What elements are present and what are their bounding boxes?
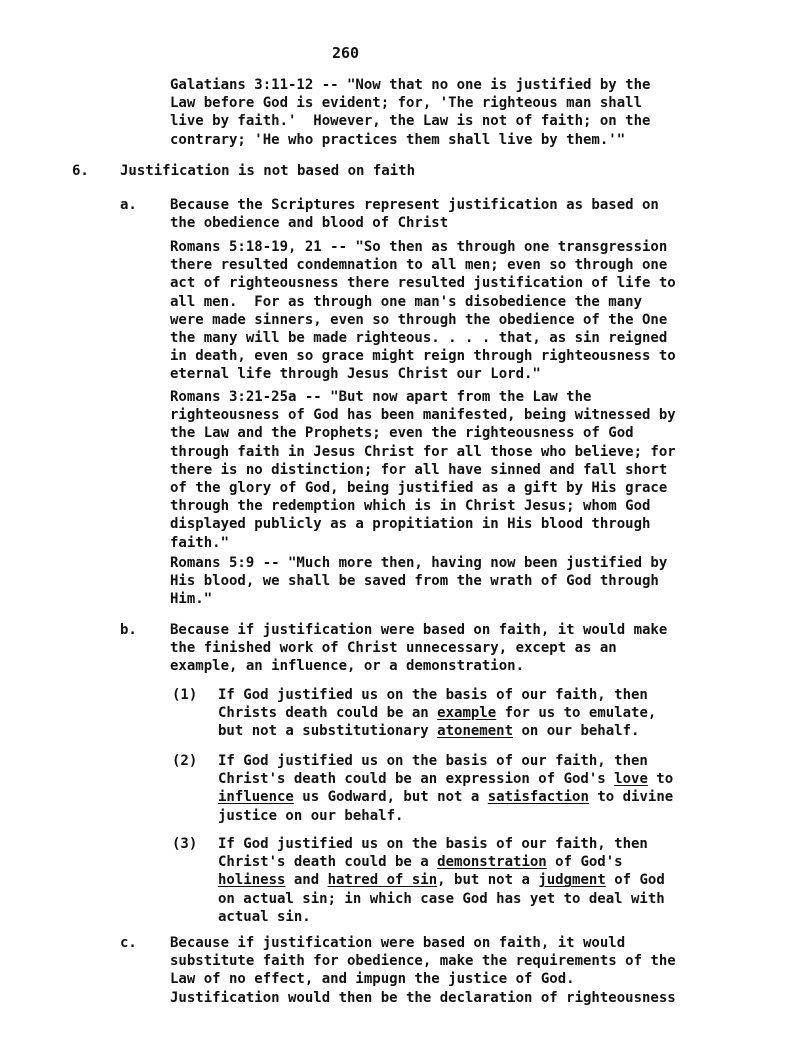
- text-line: all men. For as through one man's disobedience the many: [170, 293, 643, 310]
- text-line: the finished work of Christ unnecessary, except as an: [170, 640, 617, 657]
- text-line: Justification would then be the declaration of righteousness: [170, 989, 676, 1006]
- text-line: live by faith.' However, the Law is not of faith; on the: [170, 113, 651, 130]
- sub-2-marker: (2): [172, 753, 198, 769]
- underlined-term: atonement: [437, 723, 514, 740]
- underlined-term: love: [614, 771, 648, 788]
- text-line: the obedience and blood of Christ: [170, 215, 449, 232]
- text-line: [218, 704, 656, 722]
- text-segment: on our behalf.: [513, 723, 640, 740]
- text-line: [218, 770, 673, 788]
- text-line: through the redemption which is in Christ Jesus; whom God: [170, 498, 651, 515]
- underlined-term: demonstration: [437, 854, 547, 871]
- text-line: Galatians 3:11-12 -- "Now that no one is justified by the: [170, 77, 651, 93]
- text-segment: of God: [605, 872, 665, 889]
- text-segment: to divine: [588, 789, 674, 806]
- text-segment: to: [647, 771, 674, 788]
- text-line: Him.": [170, 591, 213, 608]
- sub-1-marker: (1): [172, 687, 198, 703]
- text-line: there is no distinction; for all have sinned and fall short: [170, 461, 668, 478]
- romans-5-18-quote: [170, 238, 676, 384]
- text-line: If God justified us on the basis of our faith, then: [218, 687, 648, 703]
- point-a-text: [170, 196, 659, 232]
- text-line: on actual sin; in which case God has yet to deal with: [218, 890, 665, 907]
- sub-2-text: [218, 752, 673, 825]
- text-line: Because the Scriptures represent justification as based on: [170, 197, 659, 213]
- text-segment: but not a substitutionary: [218, 723, 438, 740]
- text-segment: Christs death could be an: [218, 705, 438, 722]
- page-number: 260: [332, 44, 360, 62]
- text-line: Romans 5:18-19, 21 -- "So then as through one transgression: [170, 239, 668, 255]
- text-segment: us Godward, but not a: [293, 789, 488, 806]
- text-line: faith.": [170, 534, 230, 551]
- romans-3-21-quote: [170, 388, 676, 552]
- text-line: [218, 871, 665, 889]
- point-a-marker: a.: [120, 197, 137, 213]
- section-heading: [120, 162, 415, 180]
- text-line: Romans 3:21-25a -- "But now apart from the Law the: [170, 389, 592, 405]
- text-segment: for us to emulate,: [496, 705, 657, 722]
- underlined-term: example: [437, 705, 497, 722]
- text-line: Because if justification were based on faith, it would make: [170, 622, 668, 638]
- point-c-marker: c.: [120, 935, 137, 951]
- point-b-text: [170, 621, 667, 676]
- text-line: If God justified us on the basis of our faith, then: [218, 836, 648, 852]
- text-line: contrary; 'He who practices them shall live by them.'": [170, 131, 626, 148]
- text-segment: Christ's death could be a: [218, 854, 438, 871]
- text-segment: of God's: [546, 854, 623, 871]
- text-segment: and: [285, 872, 328, 889]
- text-line: Romans 5:9 -- "Much more then, having now been justified by: [170, 555, 668, 571]
- text-line: eternal life through Jesus Christ our Lord.": [170, 366, 541, 383]
- text-line: the many will be made righteous. . . . that, as sin reigned: [170, 329, 668, 346]
- text-line: justice on our behalf.: [218, 807, 404, 824]
- sub-3-text: [218, 835, 665, 926]
- point-c-text: [170, 934, 676, 1007]
- text-line: [218, 722, 656, 740]
- galatians-quote: [170, 76, 650, 149]
- text-line: example, an influence, or a demonstration.: [170, 658, 525, 675]
- text-line: His blood, we shall be saved from the wrath of God through: [170, 573, 659, 590]
- text-line: Law before God is evident; for, 'The righteous man shall: [170, 95, 643, 112]
- text-line: [218, 788, 673, 806]
- text-line: the Law and the Prophets; even the righteousness of God: [170, 425, 634, 442]
- text-line: Because if justification were based on faith, it would: [170, 935, 626, 951]
- underlined-term: holiness: [218, 872, 286, 889]
- sub-1-text: [218, 686, 656, 741]
- text-line: righteousness of God has been manifested, being witnessed by: [170, 407, 676, 424]
- point-b-marker: b.: [120, 622, 137, 638]
- text-line: act of righteousness there resulted justification of life to: [170, 275, 676, 292]
- text-line: actual sin.: [218, 908, 311, 925]
- section-number: 6.: [72, 163, 89, 179]
- text-line: Law of no effect, and impugn the justice of God.: [170, 971, 575, 988]
- section-title: Justification is not based on faith: [120, 163, 416, 179]
- text-line: [218, 853, 665, 871]
- underlined-term: influence: [218, 789, 294, 806]
- text-line: there resulted condemnation to all men; even so through one: [170, 257, 668, 274]
- sub-3-marker: (3): [172, 836, 198, 852]
- underlined-term: satisfaction: [487, 789, 589, 806]
- romans-5-9-quote: [170, 554, 667, 609]
- underlined-term: judgment: [538, 872, 606, 889]
- underlined-term: hatred of sin: [327, 872, 438, 889]
- text-line: of the glory of God, being justified as a gift by His grace: [170, 479, 668, 496]
- text-segment: , but not a: [437, 872, 539, 889]
- text-line: in death, even so grace might reign through righteousness to: [170, 348, 676, 365]
- text-segment: Christ's death could be an expression of God's: [218, 771, 615, 788]
- text-line: through faith in Jesus Christ for all those who believe; for: [170, 443, 676, 460]
- text-line: were made sinners, even so through the obedience of the One: [170, 311, 668, 328]
- text-line: substitute faith for obedience, make the requirements of the: [170, 953, 676, 970]
- text-line: If God justified us on the basis of our faith, then: [218, 753, 648, 769]
- text-line: displayed publicly as a propitiation in His blood through: [170, 516, 651, 533]
